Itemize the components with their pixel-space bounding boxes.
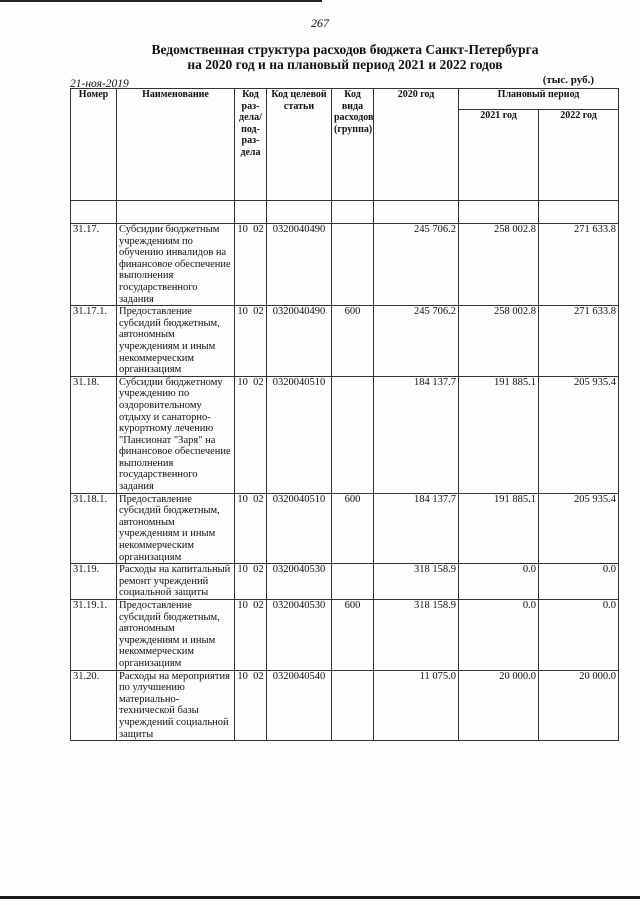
row-section-code [235,600,267,671]
row-number: 31.20. [71,670,117,741]
row-amount-2021: 20 000.0 [459,670,539,741]
table-header [71,89,619,201]
row-target-code: 0320040490 [267,306,332,377]
page-number: 267 [311,16,329,30]
header-name: Наименование [117,89,235,201]
document-title-line-2: на 2020 год и на плановый период 2021 и 2022 годов [187,57,503,72]
header-number: Номер [71,89,117,201]
top-rule [0,0,322,2]
row-amount-2022: 271 633.8 [539,224,619,306]
row-target-code: 0320040530 [267,564,332,600]
row-number: 31.17.1. [71,306,117,377]
row-subsection: 02 [253,493,264,505]
row-subsection: 02 [253,564,264,576]
row-expense-type: 600 [332,600,374,671]
row-section: 10 [237,376,248,388]
row-amount-2020: 318 158.9 [374,600,459,671]
row-number: 31.19.1. [71,600,117,671]
row-amount-2021: 191 885.1 [459,493,539,564]
row-subsection: 02 [253,224,264,235]
row-amount-2022: 0.0 [539,600,619,671]
row-section-code [235,493,267,564]
row-amount-2020: 184 137.7 [374,376,459,493]
row-section: 10 [237,564,248,576]
row-amount-2020: 184 137.7 [374,493,459,564]
row-number: 31.18. [71,376,117,493]
document-title-line-1: Ведомственная структура расходов бюджета Санкт-Петербурга [151,42,539,57]
row-amount-2020: 11 075.0 [374,670,459,741]
header-planned-period: Плановый период [459,89,619,110]
row-name: Субсидии бюджетным учреждениям по обучению инвалидов на финансовое обеспечение выполнения государственного задания [117,224,235,306]
units-label: (тыс. руб.) [542,74,594,86]
row-amount-2020: 245 706.2 [374,306,459,377]
row-section-code [235,306,267,377]
row-name: Субсидии бюджетному учреждению по оздоровительному отдыху и санаторно-курортному лечению "Пансионат "Заря" на финансовое обеспечение выполнения государственного задания [117,376,235,493]
row-name: Предоставление субсидий бюджетным, автономным учреждениям и иным некоммерческим организациям [117,493,235,564]
row-expense-type [332,564,374,600]
row-section: 10 [237,670,248,682]
table-row [71,493,619,564]
row-section: 10 [237,493,248,505]
table-row [71,376,619,493]
header-expense-type-code: Код вида расходов (группа) [332,89,374,201]
header-section-code: Код раз- дела/ под- раз- дела [235,89,267,201]
row-amount-2022: 0.0 [539,564,619,600]
header-year-2021: 2021 год [459,110,539,201]
row-subsection: 02 [253,600,264,611]
row-expense-type [332,224,374,306]
row-number: 31.18.1. [71,493,117,564]
row-section: 10 [237,306,248,318]
row-expense-type: 600 [332,493,374,564]
row-section-code [235,224,267,306]
row-number: 31.19. [71,564,117,600]
table-row [71,306,619,377]
header-target-code: Код целевой статьи [267,89,332,201]
bottom-rule [0,896,640,899]
row-target-code: 0320040510 [267,493,332,564]
row-name: Расходы на мероприятия по улучшению материально-технической базы учреждений социальной защиты [117,670,235,741]
row-section-code [235,564,267,600]
row-subsection: 02 [253,306,264,318]
row-amount-2021: 258 002.8 [459,224,539,306]
header-year-2020: 2020 год [374,89,459,201]
table-row [71,564,619,600]
row-section-code [235,376,267,493]
table-row [71,600,619,671]
table-row [71,670,619,741]
row-amount-2022: 205 935.4 [539,376,619,493]
row-amount-2021: 258 002.8 [459,306,539,377]
row-amount-2021: 0.0 [459,600,539,671]
row-target-code: 0320040490 [267,224,332,306]
row-expense-type [332,670,374,741]
row-amount-2021: 0.0 [459,564,539,600]
row-number: 31.17. [71,224,117,306]
row-subsection: 02 [253,670,264,682]
row-section-code [235,670,267,741]
row-amount-2020: 245 706.2 [374,224,459,306]
header-year-2022: 2022 год [539,110,619,201]
row-amount-2021: 191 885.1 [459,376,539,493]
table-body [71,201,619,741]
row-amount-2022: 20 000.0 [539,670,619,741]
row-target-code: 0320040530 [267,600,332,671]
row-expense-type [332,376,374,493]
row-amount-2022: 271 633.8 [539,306,619,377]
row-amount-2022: 205 935.4 [539,493,619,564]
row-name: Расходы на капитальный ремонт учреждений социальной защиты [117,564,235,600]
document-date: 21-ноя-2019 [70,78,129,90]
row-section: 10 [237,224,248,235]
row-expense-type: 600 [332,306,374,377]
row-target-code: 0320040510 [267,376,332,493]
budget-table [70,88,619,741]
row-amount-2020: 318 158.9 [374,564,459,600]
header-spacer-row [71,201,619,224]
row-subsection: 02 [253,376,264,388]
row-target-code: 0320040540 [267,670,332,741]
row-section: 10 [237,600,248,611]
row-name: Предоставление субсидий бюджетным, автономным учреждениям и иным некоммерческим организациям [117,600,235,671]
table-row [71,224,619,306]
row-name: Предоставление субсидий бюджетным, автономным учреждениям и иным некоммерческим организациям [117,306,235,377]
